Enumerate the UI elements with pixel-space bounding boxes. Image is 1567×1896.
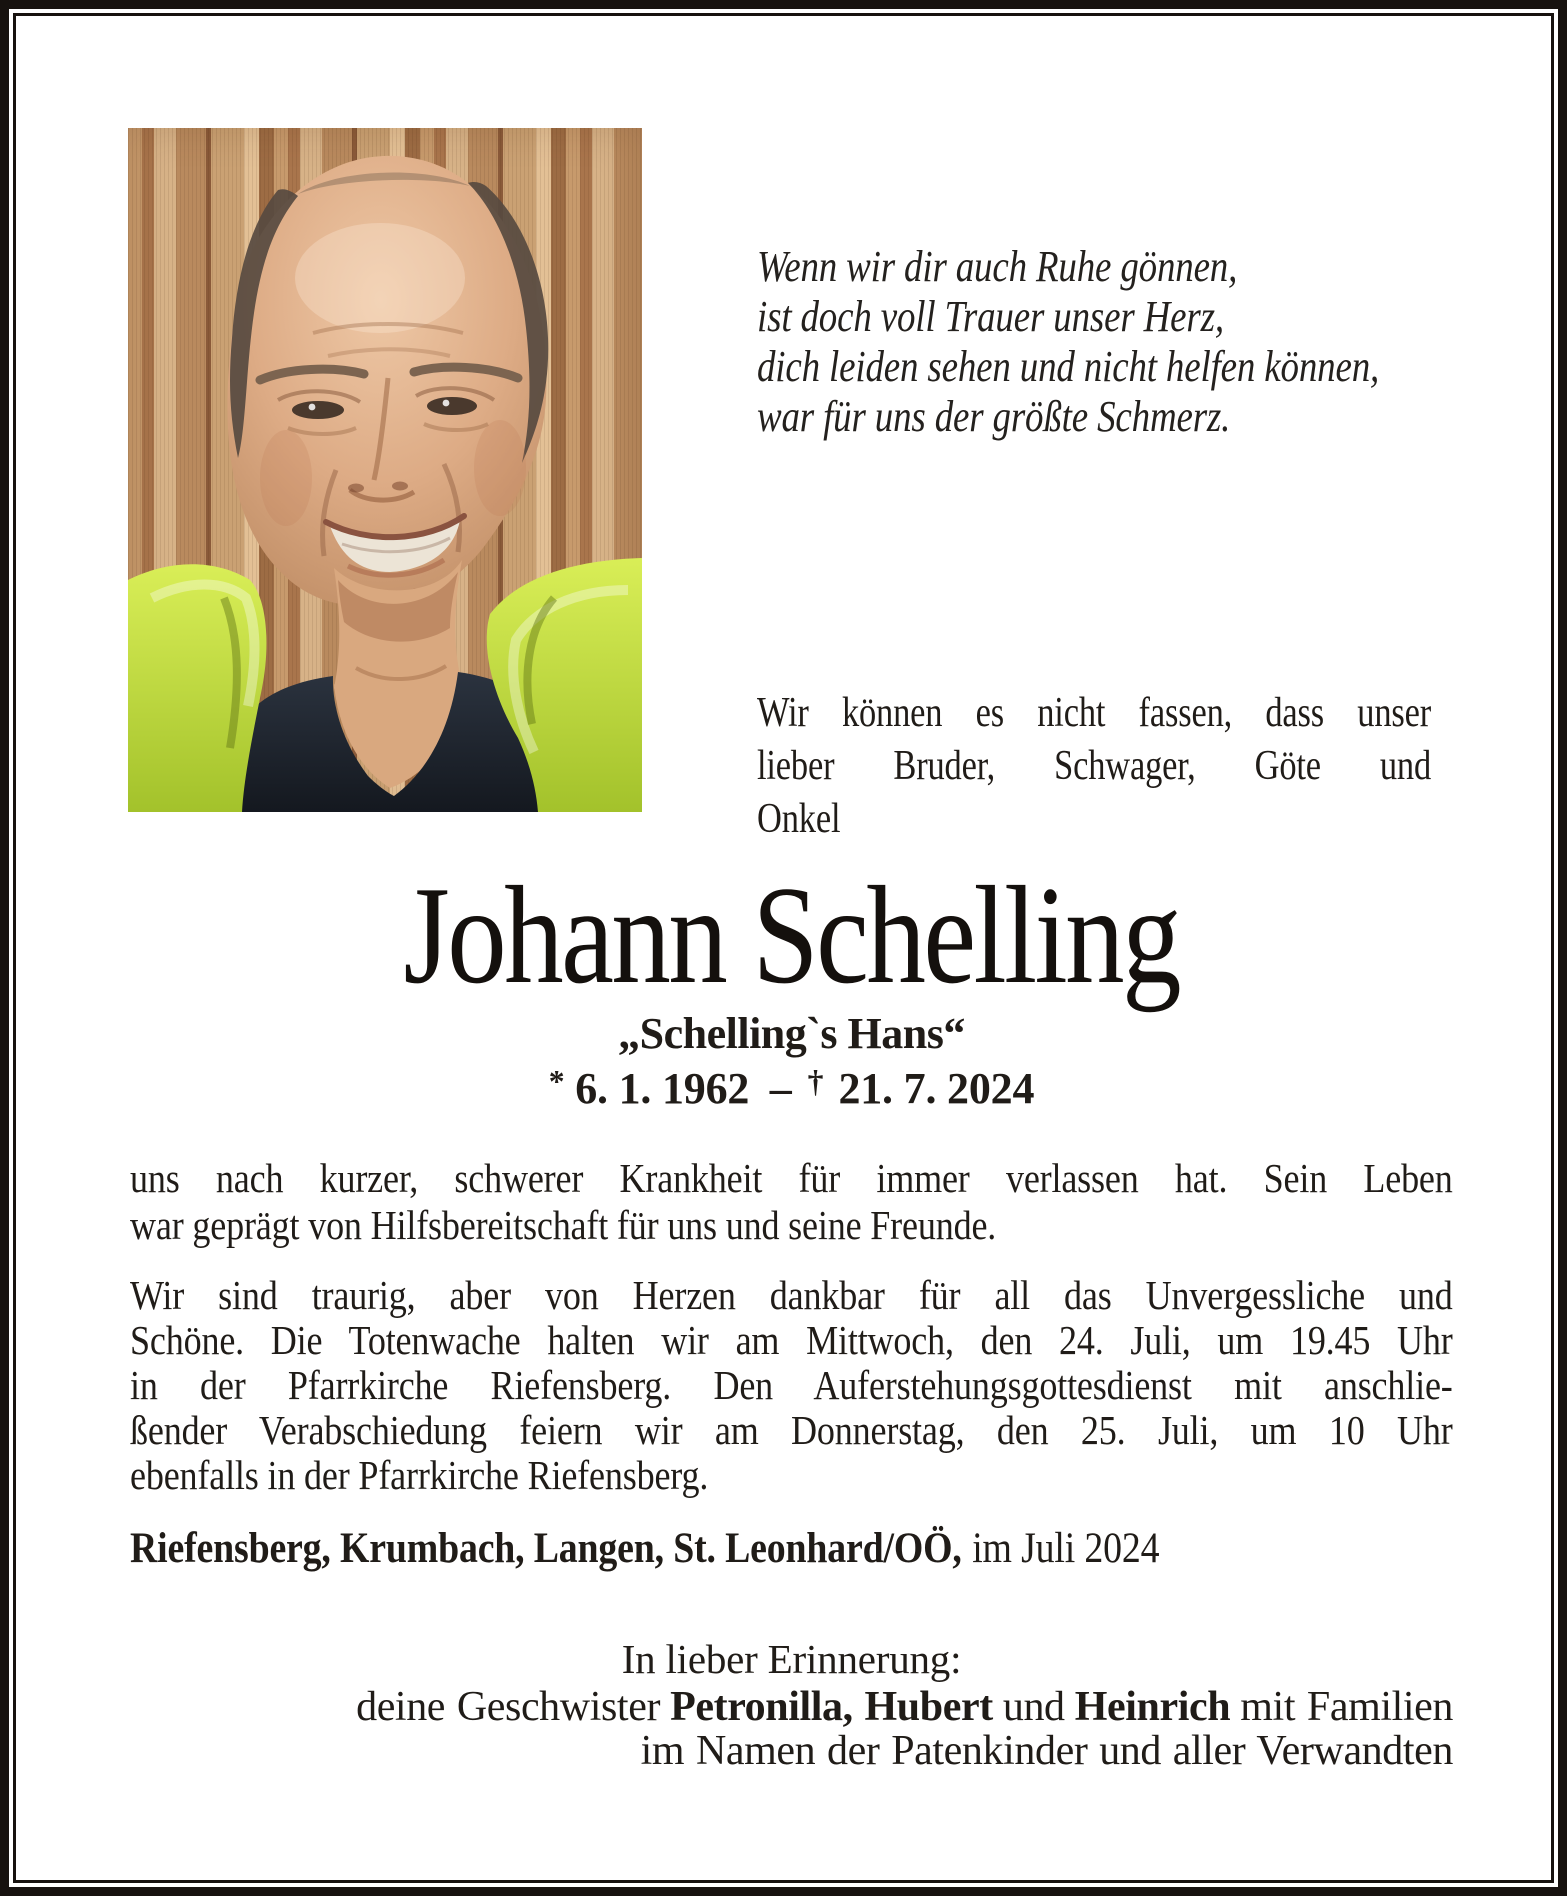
nostril-left (348, 484, 364, 493)
poem-line: Wenn wir dir auch Ruhe gönnen, (757, 242, 1238, 291)
body-line: war geprägt von Hilfsbereitschaft für uns und seine Freunde. (130, 1202, 997, 1248)
intro-line: Wir können es nicht fassen, dass unser (757, 690, 1432, 736)
memorial-poem (757, 242, 1429, 442)
death-cross-symbol: † (807, 1064, 824, 1099)
birth-date: 6. 1. 1962 (575, 1063, 750, 1113)
body-line: ebenfalls in der Pfarrkirche Riefensberg. (130, 1452, 709, 1498)
eye-right (427, 397, 477, 415)
deceased-nickname: „Schelling`s Hans“ (618, 1009, 965, 1058)
nostril-right (392, 482, 408, 491)
signature-block (130, 1685, 1453, 1773)
body-paragraph-2 (130, 1273, 1453, 1498)
location-places: Riefensberg, Krumbach, Langen, St. Leonhard/OÖ, (130, 1525, 962, 1572)
location-line (130, 1524, 1453, 1574)
deceased-name: Johann Schelling (403, 858, 1180, 1013)
signature-line-2: im Namen der Patenkinder und aller Verwandten (640, 1728, 1453, 1774)
intro-paragraph (757, 687, 1431, 846)
signature-names-1: Petronilla, Hubert (670, 1684, 993, 1730)
eye-left (292, 401, 344, 419)
body-line: uns nach kurzer, schwerer Krankheit für immer verlassen hat. Sein Leben (130, 1155, 1453, 1201)
signature-line-1 (130, 1685, 1453, 1729)
poem-line: ist doch voll Trauer unser Herz, (757, 292, 1224, 341)
death-date: 21. 7. 2024 (838, 1063, 1035, 1113)
body-line: Wir sind traurig, aber von Herzen dankbar für all das Unvergessliche und (130, 1272, 1453, 1318)
portrait-photo (128, 128, 642, 812)
body-line: in der Pfarrkirche Riefensberg. Den Auferstehungsgottesdienst mit anschlie- (130, 1362, 1453, 1408)
body-paragraph-1 (130, 1155, 1453, 1249)
signature-suffix: mit Familien (1240, 1684, 1453, 1730)
intro-line: lieber Bruder, Schwager, Göte und (757, 743, 1432, 789)
poem-line: dich leiden sehen und nicht helfen können, (757, 342, 1380, 391)
body-line: ßender Verabschiedung feiern wir am Donnerstag, den 25. Juli, um 10 Uhr (130, 1407, 1453, 1453)
birth-star-symbol: * (548, 1064, 565, 1099)
intro-line: Onkel (757, 796, 841, 842)
cheek-right (474, 420, 526, 516)
portrait-illustration (128, 128, 642, 812)
signature-names-2: Heinrich (1074, 1684, 1231, 1730)
forehead-highlight (295, 223, 465, 333)
remembrance-heading: In lieber Erinnerung: (621, 1636, 962, 1682)
poem-line: war für uns der größte Schmerz. (757, 392, 1231, 441)
signature-und: und (1002, 1684, 1065, 1730)
signature-prefix: deine Geschwister (356, 1684, 661, 1730)
cheek-left (260, 430, 312, 526)
life-dates (130, 1057, 1453, 1114)
date-separator: – (769, 1063, 792, 1113)
location-date: im Juli 2024 (972, 1525, 1160, 1572)
deceased-name-block (130, 858, 1453, 1013)
body-line: Schöne. Die Totenwache halten wir am Mittwoch, den 24. Juli, um 19.45 Uhr (130, 1317, 1453, 1363)
